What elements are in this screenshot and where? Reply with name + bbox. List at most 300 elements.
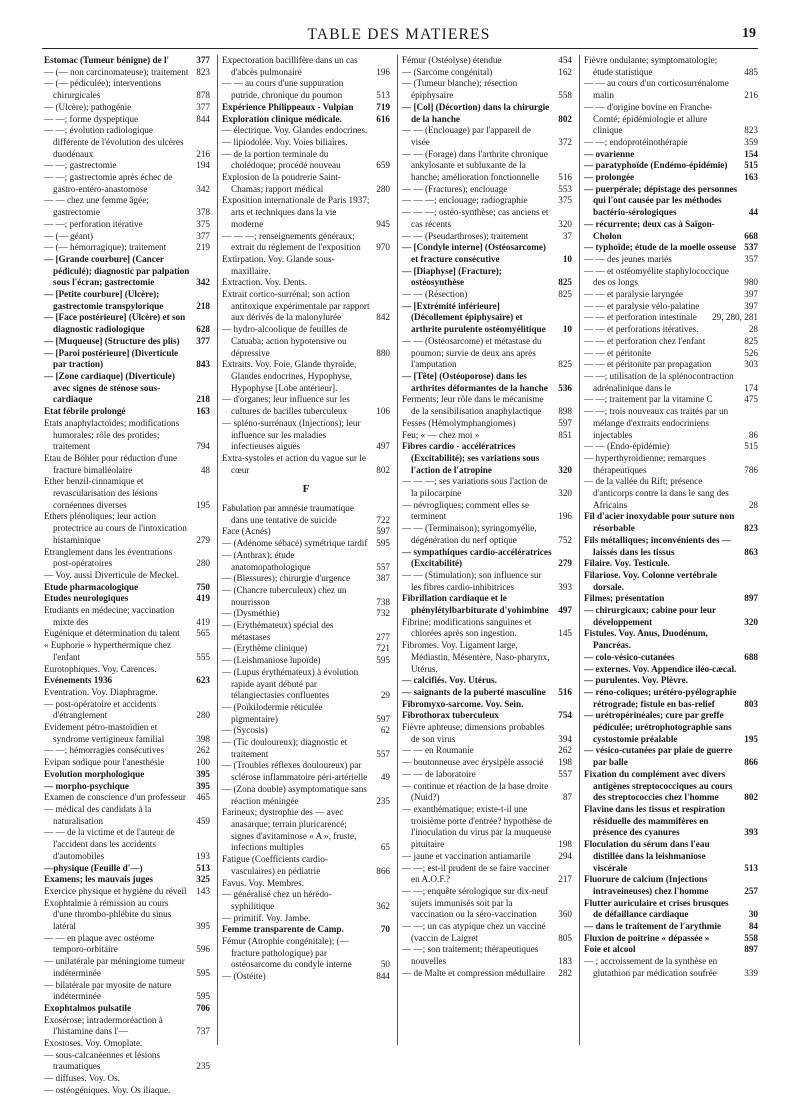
index-entry [584, 804, 758, 839]
entry-page-number: 294 [558, 850, 572, 861]
entry-text: — — et péritonite par propagation [584, 359, 712, 370]
entry-text: — [Diaphyse] (Fracture); ostéosynthèse [402, 265, 502, 288]
entry-page-number: 597 [558, 417, 572, 428]
index-entry [584, 137, 758, 149]
index-entry [44, 406, 210, 418]
entry-page-number: 825 [558, 277, 572, 288]
index-entry [222, 971, 390, 983]
entry-page-number: 842 [376, 312, 390, 323]
entry-page-number: 732 [376, 608, 390, 619]
entry-page-number: 198 [558, 757, 572, 768]
entry-page-number: 558 [558, 90, 572, 101]
entry-page-number: 143 [196, 885, 210, 896]
index-entry [222, 608, 390, 620]
entry-page-number: 262 [558, 745, 572, 756]
index-entry [44, 640, 210, 663]
entry-text: — [Extrémité inférieure] (Décollement épiphysaire) et arthrite purulente ostéomyélitique [402, 300, 546, 335]
entry-text: Fistules. Voy. Anus, Duodénum, Pancréas. [584, 628, 708, 651]
index-column-2 [222, 55, 390, 1060]
entry-text: — — —; ses variations sous l'action de la pilocarpine [402, 476, 548, 499]
entry-text: Fièvre aphteuse; dimensions probables de son virus [402, 722, 545, 744]
entry-text: — (— géant) [44, 230, 93, 241]
entry-text: —physique (Feuille d'—) [44, 862, 143, 873]
entry-page-number: 360 [558, 909, 572, 920]
index-entry [222, 231, 390, 254]
entry-page-number: 513 [376, 90, 390, 101]
entry-text: Face (Acnés) [222, 526, 271, 537]
index-entry [584, 219, 758, 242]
index-entry [402, 301, 572, 336]
entry-page-number: 339 [744, 967, 758, 978]
header-rule [42, 48, 758, 49]
entry-page-number: 738 [376, 596, 390, 607]
entry-text: Fibromyxo-sarcome. Voy. Sein. [402, 698, 524, 709]
index-entry [402, 921, 572, 944]
entry-text: Ether benzil-cinnamique et revascularisation des lésions cornéennes diverses [44, 476, 158, 510]
entry-text: Exostoses. Voy. Omoplate. [44, 1038, 143, 1049]
entry-text: — sous-calcanéennes et lésions traumatiques [44, 1049, 161, 1072]
index-entry [584, 406, 758, 441]
entry-page-number: 794 [196, 441, 210, 452]
entry-text: — (Sarcome congénital) [402, 66, 493, 77]
entry-text: Exposition internationale de Paris 1937; arts et techniques dans la vie moderne [222, 195, 370, 229]
entry-text: Evolution morphologique [44, 768, 145, 779]
entry-text: — —; hémorragies consécutives [44, 745, 165, 756]
index-entry [44, 348, 210, 371]
index-entry [584, 102, 758, 137]
page-title: TABLE DES MATIERES [307, 26, 491, 43]
entry-page-number: 195 [196, 499, 210, 510]
entry-page-number: 823 [744, 523, 758, 534]
entry-page-number: 844 [196, 113, 210, 124]
entry-page-number: 145 [558, 628, 572, 639]
index-entry [222, 620, 390, 643]
entry-text: — post-opératoire et accidents d'étranglement [44, 698, 157, 721]
entry-text: — externes. Voy. Appendice iléo-cæcal. [584, 663, 737, 674]
entry-text: — (Tumeur blanche); résection épiphysaire [402, 78, 518, 101]
index-entry [402, 441, 572, 476]
entry-page-number: 898 [558, 406, 572, 417]
entry-page-number: 616 [376, 113, 390, 124]
entry-text: Etau de Böhler pour réduction d'une fracture bimalléolaire [44, 452, 178, 475]
index-entry [44, 956, 210, 979]
entry-text: Fatigue (Coefficients cardio-vasculaires) en pédiatrie [222, 854, 328, 876]
entry-page-number: 235 [196, 1061, 210, 1072]
entry-page-number: 377 [196, 101, 210, 112]
index-entry [402, 781, 572, 804]
entry-text: — (Lupus érythémateux) à évolution rapide ayant débuté par télangiectasies confluentes [222, 666, 359, 701]
entry-page-number: 980 [744, 277, 758, 288]
entry-text: — jaune et vaccination antiamarile [402, 850, 531, 861]
entry-page-number: 395 [196, 921, 210, 932]
index-entry [584, 839, 758, 874]
entry-page-number: 342 [196, 183, 210, 194]
entry-text: Etudiants en médecine; vaccination mixte des [44, 605, 175, 627]
index-entry [222, 453, 390, 476]
entry-page-number: 86 [748, 429, 758, 440]
index-entry [402, 640, 572, 675]
index-entry [222, 878, 390, 890]
entry-text: — — et perforations itératives. [584, 324, 699, 335]
entry-page-number: 945 [376, 218, 390, 229]
entry-page-number: 398 [196, 733, 210, 744]
index-entry [584, 944, 758, 956]
entry-page-number: 844 [376, 971, 390, 982]
index-entry [44, 312, 210, 335]
entry-text: Fibromes. Voy. Ligament large, Médiastin, Mésentère, Naso-pharynx, Utérus. [402, 640, 550, 674]
entry-text: — — (Endo-épidémie) [584, 441, 670, 452]
entry-page-number: 721 [376, 643, 390, 654]
index-column-3 [402, 55, 572, 1060]
index-entry [44, 336, 210, 348]
entry-text: — — —; enclouage; radiographie [402, 195, 528, 206]
entry-text: — (— pédiculée); interventions chirurgicales [44, 78, 162, 101]
entry-text: — [Zone cardiaque] (Diverticule) avec signes de sténose sous-cardiaque [44, 370, 175, 405]
entry-page-number: 28 [748, 324, 758, 335]
entry-text: Flavine dans les tissus et respiration résiduelle des mammifères en présence des cyanures [584, 804, 725, 838]
index-entry [402, 184, 572, 196]
index-entry [222, 854, 390, 877]
entry-page-number: 628 [196, 324, 210, 335]
entry-text: Fesses (Hémolymphangiomes) [402, 417, 516, 428]
entry-page-number: 280 [196, 558, 210, 569]
entry-page-number: 397 [744, 289, 758, 300]
index-entry [402, 430, 572, 442]
index-entry [584, 242, 758, 254]
entry-page-number: 803 [744, 698, 758, 709]
entry-page-number: 29 [380, 690, 390, 701]
index-entry [44, 371, 210, 406]
entry-text: — (Anthrax); étude anatomopathologique [222, 549, 311, 572]
index-entry [222, 760, 390, 783]
index-entry [402, 336, 572, 371]
entry-page-number: 878 [196, 90, 210, 101]
entry-page-number: 722 [376, 514, 390, 525]
entry-text: — — chez une femme âgée; gastrectomie [44, 195, 149, 218]
entry-text: Explosion de la poudrerie Saint-Chamas; rapport médical [222, 172, 341, 194]
entry-text: — — et paralysie vélo-palatine [584, 300, 700, 311]
index-entry [44, 874, 210, 886]
index-entry [44, 675, 210, 687]
entry-text: — [Col] (Décortion) dans la chirurgie de la hanche [402, 101, 550, 124]
entry-text: — (— hémorragique); traitement [44, 242, 167, 253]
entry-page-number: 279 [558, 558, 572, 569]
entry-page-number: 183 [558, 956, 572, 967]
index-entry [222, 55, 390, 78]
entry-text: Fils métalliques; inconvénients des — laissés dans les tissus [584, 534, 732, 557]
entry-text: — — (Ostéosarcome) et métastase du poumon; survie de deux ans après l'amputation [402, 335, 542, 370]
index-entry [44, 254, 210, 289]
index-entry [222, 725, 390, 737]
index-entry [584, 956, 758, 979]
entry-text: — lipiodolée. Voy. Voies biliaires. [222, 136, 348, 147]
entry-text: — électrique. Voy. Glandes endocrines. [222, 125, 368, 136]
entry-text: — —; forme dyspeptique [44, 113, 139, 124]
index-entry [44, 745, 210, 757]
entry-text: — dans le traitement de l'arythmie [584, 921, 722, 932]
entry-text: — ; accroissement de la synthèse en glutathion par médication soufrée [584, 956, 718, 978]
entry-text: — [Muqueuse] (Structure des plis) [44, 335, 180, 346]
entry-text: — généralisé chez un hérédo-syphilitique [222, 889, 332, 911]
index-entry [44, 160, 210, 172]
entry-page-number: 688 [744, 651, 758, 662]
entry-text: Examens; les mauvais juges [44, 874, 153, 885]
entry-text: — — de la victime et de l'auteur de l'accident dans les accidents d'automobiles [44, 827, 175, 861]
entry-text: Fibres cardio - accélératrices (Excitabilité); ses variations sous l'action de l'atropine [402, 441, 540, 475]
entry-text: — (Erythémateux) spécial des métastases [222, 620, 334, 642]
entry-page-number: 378 [196, 207, 210, 218]
entry-text: — —; perforation itérative [44, 218, 143, 229]
index-entry [44, 102, 210, 114]
entry-page-number: 825 [558, 289, 572, 300]
entry-page-number: 387 [376, 573, 390, 584]
entry-text: Filmes; présentation [584, 593, 665, 604]
entry-text: Etat fébrile prolongé [44, 406, 126, 417]
index-entry [402, 55, 572, 67]
index-entry [584, 359, 758, 371]
entry-page-number: 162 [558, 66, 572, 77]
index-entry [402, 125, 572, 148]
entry-page-number: 465 [196, 792, 210, 803]
entry-text: — diffuses. Voy. Os. [44, 1073, 120, 1084]
entry-page-number: 970 [376, 242, 390, 253]
index-entry [402, 67, 572, 79]
index-entry [584, 933, 758, 945]
entry-text: — spléno-surrénaux (Injections); leur influence sur les maladies infectieuses aiguës [222, 417, 361, 452]
entry-page-number: 48 [200, 464, 210, 475]
index-entry [222, 936, 390, 971]
index-entry [44, 78, 210, 101]
index-entry [44, 114, 210, 126]
index-entry [44, 933, 210, 956]
entry-text: — —; utilisation de la splénocontraction adrénalinique dans le [584, 370, 734, 393]
index-entry [44, 242, 210, 254]
entry-text: Foie et alcool [584, 944, 636, 955]
entry-text: — [Paroi postérieure] (Diverticule par traction) [44, 347, 179, 370]
entry-page-number: 515 [744, 441, 758, 452]
entry-page-number: 49 [380, 772, 390, 783]
entry-page-number: 536 [558, 382, 572, 393]
index-entry [584, 371, 758, 394]
index-entry [402, 863, 572, 886]
index-entry [584, 55, 758, 78]
entry-text: — unilatérale par méningiome tumeur indéterminée [44, 956, 185, 978]
entry-page-number: 557 [376, 748, 390, 759]
entry-text: Fabulation par amnésie traumatique dans une tentative de suicide [222, 503, 354, 525]
entry-text: Ferments; leur rôle dans le mécanisme de la sensibilisation anaphylactique [402, 394, 544, 417]
entry-text: — boutonneuse avec érysipèle associé [402, 757, 544, 768]
entry-page-number: 395 [196, 780, 210, 791]
entry-page-number: 342 [196, 277, 210, 288]
entry-text: Expectoration bacillifère dans un cas d'abcès pulmonaire [222, 55, 358, 77]
entry-page-number: 10 [562, 324, 572, 335]
index-entry [44, 231, 210, 243]
index-entry [222, 102, 390, 114]
entry-page-number: 394 [558, 733, 572, 744]
entry-page-number: 897 [744, 593, 758, 604]
entry-page-number: 62 [380, 725, 390, 736]
entry-text: Filariose. Voy. Colonne vertébrale dorsale. [584, 569, 717, 592]
entry-page-number: 513 [744, 862, 758, 873]
index-entry [402, 102, 572, 125]
entry-text: — de Malte et compression médullaire [402, 967, 546, 978]
index-entry [222, 289, 390, 324]
entry-text: Farineux; dystrophie des — avec anasarque; terrain pluricarencé; signes d'avitaminose « A », fruste, infections multiples [222, 807, 357, 853]
entry-page-number: 754 [558, 710, 572, 721]
index-entry [584, 652, 758, 664]
entry-text: — sympathiques cardio-accélératrices (Excitabilité) [402, 546, 552, 569]
entry-page-number: 558 [744, 932, 758, 943]
index-entry [584, 710, 758, 745]
index-entry [222, 667, 390, 702]
index-entry [402, 547, 572, 570]
index-entry [44, 1050, 210, 1073]
entry-page-number: 280 [196, 710, 210, 721]
index-entry [584, 898, 758, 921]
index-entry [584, 301, 758, 313]
entry-text: — continue et réaction de la base droite (Nuid?) [402, 780, 549, 803]
index-entry [222, 137, 390, 149]
entry-page-number: 216 [196, 148, 210, 159]
entry-text: — — et perforation chez l'enfant [584, 335, 706, 346]
entry-text: — [Tête] (Ostéoporose) dans les arthrites déformantes de la hanche [402, 370, 548, 393]
index-entry [222, 324, 390, 359]
entry-page-number: 719 [376, 101, 390, 112]
index-entry [222, 526, 390, 538]
entry-text: — — (Stimulation); son influence sur les fibres cardio-inhibitrices [402, 569, 542, 592]
index-entry [44, 582, 210, 594]
index-entry [402, 968, 572, 980]
entry-text: Feu; « — chez moi » [402, 429, 480, 440]
index-entry [44, 687, 210, 699]
entry-text: Etudes neurologiques [44, 593, 129, 604]
entry-page-number: 557 [558, 768, 572, 779]
index-entry [584, 664, 758, 676]
entry-text: — — et perforation intestinale [584, 312, 697, 323]
index-entry [222, 573, 390, 585]
entry-text: — —; trois nouveaux cas traités par un mélange d'extraits endocriniens injectables [584, 406, 729, 440]
entry-page-number: 565 [196, 628, 210, 639]
index-entry [584, 874, 758, 897]
entry-page-number: 750 [196, 581, 210, 592]
entry-page-number: 851 [558, 429, 572, 440]
index-entry [402, 289, 572, 301]
entry-text: — [Face postérieure] (Ulcère) et son diagnostic radiologique [44, 312, 186, 335]
index-entry [44, 1015, 210, 1038]
entry-page-number: 163 [744, 172, 758, 183]
entry-page-number: 786 [744, 464, 758, 475]
entry-page-number: 513 [196, 862, 210, 873]
index-entry [44, 757, 210, 769]
entry-page-number: 866 [744, 757, 758, 768]
entry-text: — hydro-alcoolique de feuilles de Catuaba; action hypotensive ou dépressive [222, 324, 348, 358]
index-entry [402, 500, 572, 523]
index-entry [44, 125, 210, 160]
index-entry [402, 710, 572, 722]
entry-page-number: 475 [744, 394, 758, 405]
index-entry [402, 207, 572, 230]
index-entry [222, 913, 390, 925]
index-entry [44, 1038, 210, 1050]
index-entry [44, 898, 210, 933]
entry-text: — (— non carcinomateuse); traitement [44, 66, 189, 77]
entry-text: Fibrillation cardiaque et le phénylétylbarbiturate d'yohimbine [402, 593, 549, 616]
entry-page-number: 196 [376, 66, 390, 77]
entry-text: Fluxion de poitrine « dépassée » [584, 932, 710, 943]
index-entry [44, 1073, 210, 1085]
entry-text: — Voy. aussi Diverticule de Meckel. [44, 569, 180, 580]
index-entry [584, 149, 758, 161]
entry-page-number: 737 [196, 1026, 210, 1037]
entry-page-number: 497 [558, 605, 572, 616]
index-entry [584, 266, 758, 289]
entry-page-number: 419 [196, 616, 210, 627]
index-entry [584, 394, 758, 406]
index-entry [584, 675, 758, 687]
index-entry [44, 792, 210, 804]
entry-text: « Euphorie » hyperthermique chez l'enfant [44, 640, 172, 662]
index-entry [402, 851, 572, 863]
index-entry [584, 160, 758, 172]
entry-text: — morpho-psychique [44, 780, 129, 791]
entry-text: Extirpation. Voy. Glande sous-maxillaire. [222, 253, 335, 276]
index-entry [44, 511, 210, 546]
index-entry [584, 687, 758, 710]
index-entry [44, 219, 210, 231]
index-entry [402, 804, 572, 851]
entry-page-number: 30 [748, 909, 758, 920]
index-entry [222, 78, 390, 101]
entry-page-number: 497 [376, 441, 390, 452]
entry-text: — bilatérale par myosite de nature indéterminée [44, 979, 172, 1002]
index-entry [402, 617, 572, 640]
entry-text: Evipan sodique pour l'anesthésie [44, 757, 165, 768]
entry-page-number: 87 [562, 792, 572, 803]
index-entry [402, 687, 572, 699]
entry-page-number: 377 [196, 335, 210, 346]
entry-page-number: 50 [380, 959, 390, 970]
entry-page-number: 526 [744, 347, 758, 358]
entry-text: Fil d'acier inoxydable pour suture non résorbable [584, 511, 735, 534]
entry-text: Ethers plénoliques; leur action protectrice au cours de l'intoxication histaminique [44, 511, 187, 545]
entry-text: — calcifiés. Voy. Utérus. [402, 675, 497, 686]
index-entry [222, 172, 390, 195]
entry-text: — (Adénome sébacé) symétrique tardif [222, 538, 368, 549]
entry-page-number: 866 [376, 865, 390, 876]
index-entry [222, 784, 390, 807]
entry-page-number: 597 [376, 713, 390, 724]
entry-text: Eurotophiques. Voy. Carences. [44, 663, 157, 674]
index-entry [222, 503, 390, 526]
entry-page-number: 802 [376, 464, 390, 475]
entry-text: — [Condyle interne] (Ostéosarcome) et fracture consécutive [402, 242, 546, 264]
entry-page-number: 595 [376, 655, 390, 666]
entry-page-number: 557 [376, 561, 390, 572]
index-entry [44, 476, 210, 511]
index-entry [44, 172, 210, 195]
entry-page-number: 553 [558, 183, 572, 194]
index-entry [44, 570, 210, 582]
index-entry [44, 628, 210, 640]
entry-page-number: 595 [376, 538, 390, 549]
index-entry [584, 172, 758, 184]
index-entry [402, 699, 572, 711]
entry-text: Extraits. Voy. Foie, Glande thyroïde, Glandes endocrines, Hypophyse, Hypophyse [Lobe antérieur]. [222, 359, 357, 393]
entry-page-number: 320 [558, 488, 572, 499]
entry-page-number: 195 [744, 733, 758, 744]
entry-page-number: 459 [196, 815, 210, 826]
entry-text: Estomac (Tumeur bénigne) de l' [44, 55, 170, 65]
